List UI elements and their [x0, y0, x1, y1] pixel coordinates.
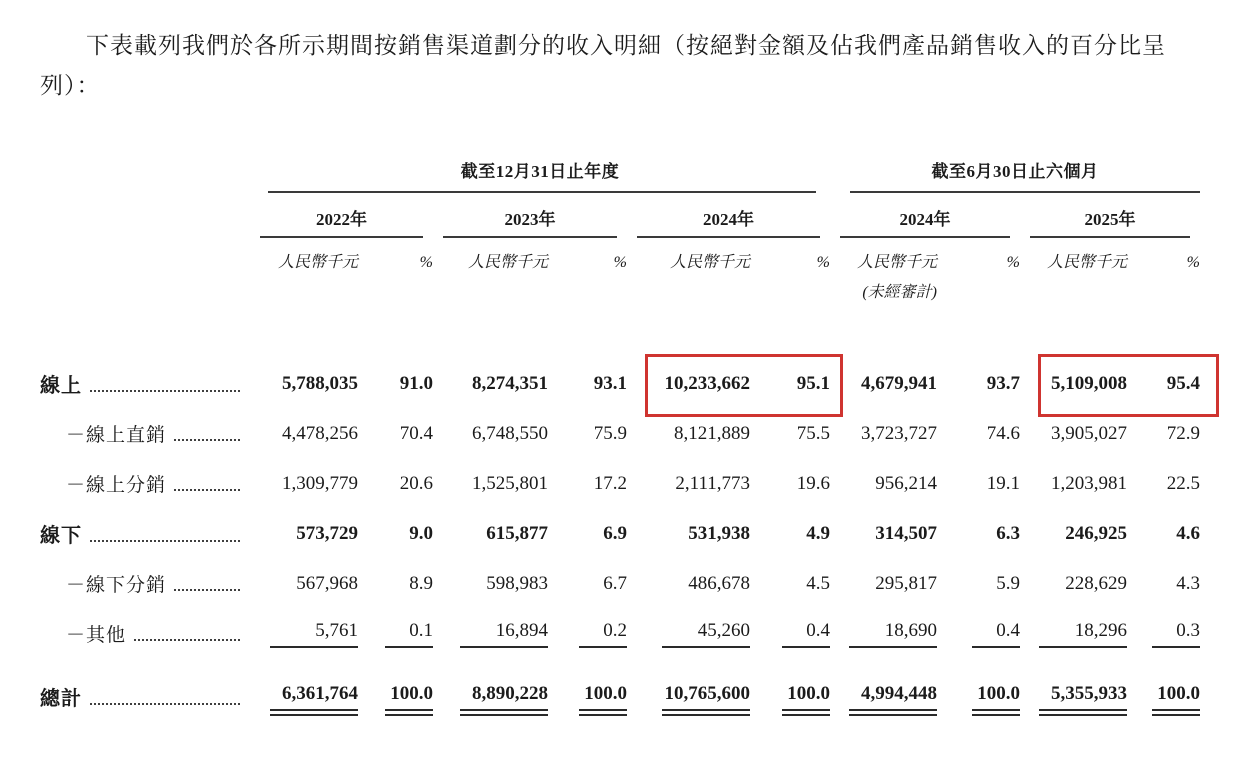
amount-cell: 8,274,351 [472, 372, 548, 394]
percent-cell: 6.9 [603, 522, 627, 544]
amount-cell: 5,788,035 [282, 372, 358, 394]
unit-header-amount: 人民幣千元 [856, 254, 937, 272]
percent-cell: 19.6 [796, 472, 830, 494]
percent-cell: 20.6 [399, 472, 433, 494]
amount-cell: 6,748,550 [472, 422, 548, 444]
year-header-2022: 2022年 [250, 197, 433, 238]
table-row-online [40, 359, 1200, 409]
percent-cell: 0.4 [782, 620, 830, 648]
percent-cell: 9.0 [409, 522, 433, 544]
row-label: －其他 [66, 625, 127, 647]
row-label: 線下 [40, 525, 82, 548]
amount-cell: 246,925 [1065, 522, 1127, 544]
percent-cell: 6.7 [603, 572, 627, 594]
unit-header-amount: 人民幣千元 [1046, 254, 1127, 272]
table-group-header-row [40, 157, 1200, 193]
amount-cell: 8,890,228 [460, 683, 548, 711]
percent-cell: 95.1 [796, 372, 830, 394]
percent-cell: 93.1 [593, 372, 627, 394]
percent-cell: 4.6 [1176, 522, 1200, 544]
amount-cell: 4,478,256 [282, 422, 358, 444]
percent-cell: 100.0 [579, 683, 627, 711]
amount-cell: 18,690 [849, 620, 937, 648]
amount-cell: 10,765,600 [662, 683, 750, 711]
percent-cell: 0.4 [972, 620, 1020, 648]
amount-cell: 1,525,801 [472, 472, 548, 494]
unit-header-amount: 人民幣千元 [467, 254, 548, 272]
leader-dots [174, 489, 240, 491]
unit-header-percent: % [1186, 254, 1200, 272]
percent-cell: 100.0 [1152, 683, 1200, 711]
leader-dots [90, 540, 240, 542]
row-label: 總計 [40, 688, 82, 711]
table-row-online-direct [40, 409, 1200, 459]
percent-cell: 93.7 [986, 372, 1020, 394]
amount-cell: 486,678 [688, 572, 750, 594]
amount-cell: 956,214 [875, 472, 937, 494]
group-header-interim-rule [850, 191, 1200, 193]
unit-header-percent: % [419, 254, 433, 272]
intro-paragraph: 下表載列我們於各所示期間按銷售渠道劃分的收入明細（按絕對金額及佔我們產品銷售收入的百分比呈列）： [40, 33, 1166, 98]
leader-dots [90, 390, 240, 392]
amount-cell: 295,817 [875, 572, 937, 594]
percent-cell: 5.9 [996, 572, 1020, 594]
table-row-offline [40, 509, 1200, 559]
amount-cell: 228,629 [1065, 572, 1127, 594]
percent-cell: 100.0 [972, 683, 1020, 711]
header-spacer [40, 197, 250, 238]
amount-cell: 5,109,008 [1051, 372, 1127, 394]
amount-cell: 18,296 [1039, 620, 1127, 648]
amount-cell: 1,309,779 [282, 472, 358, 494]
amount-cell: 1,203,981 [1051, 472, 1127, 494]
amount-cell: 5,761 [270, 620, 358, 648]
unit-header-percent: % [613, 254, 627, 272]
percent-cell: 100.0 [782, 683, 830, 711]
percent-cell: 95.4 [1166, 372, 1200, 394]
leader-dots [174, 439, 240, 441]
row-label: －線下分銷 [66, 575, 167, 597]
percent-cell: 75.5 [796, 422, 830, 444]
percent-cell: 0.2 [579, 620, 627, 648]
amount-cell: 10,233,662 [664, 372, 750, 394]
group-header-annual-rule [268, 191, 816, 193]
percent-cell: 22.5 [1166, 472, 1200, 494]
amount-cell: 615,877 [486, 522, 548, 544]
unit-header-amount-unaudited [830, 248, 937, 309]
table-unit-header-row [40, 248, 1200, 309]
year-header-2023: 2023年 [433, 197, 627, 238]
amount-cell: 567,968 [296, 572, 358, 594]
row-label: －線上分銷 [66, 475, 167, 497]
percent-cell: 4.9 [806, 522, 830, 544]
amount-cell: 4,679,941 [861, 372, 937, 394]
amount-cell: 314,507 [875, 522, 937, 544]
amount-cell: 8,121,889 [674, 422, 750, 444]
amount-cell: 531,938 [688, 522, 750, 544]
amount-cell: 3,723,727 [861, 422, 937, 444]
leader-dots [134, 639, 240, 641]
unit-header-amount: 人民幣千元 [277, 254, 358, 272]
group-header-annual-label: 截至12月31日止年度 [460, 162, 620, 182]
amount-cell: 6,361,764 [270, 683, 358, 711]
leader-dots [174, 589, 240, 591]
table-row-total [40, 671, 1200, 723]
percent-cell: 70.4 [399, 422, 433, 444]
amount-cell: 5,355,933 [1039, 683, 1127, 711]
percent-cell: 19.1 [986, 472, 1020, 494]
header-spacer [40, 248, 250, 309]
percent-cell: 17.2 [593, 472, 627, 494]
amount-cell: 598,983 [486, 572, 548, 594]
percent-cell: 100.0 [385, 683, 433, 711]
percent-cell: 6.3 [996, 522, 1020, 544]
table-row-offline-distribution [40, 559, 1200, 609]
table-row-others [40, 609, 1200, 659]
percent-cell: 0.3 [1152, 620, 1200, 648]
percent-cell: 8.9 [409, 572, 433, 594]
amount-cell: 2,111,773 [675, 472, 750, 494]
revenue-by-channel-table [40, 157, 1200, 723]
year-header-rule [840, 236, 1010, 238]
year-header-2024-interim: 2024年 [830, 197, 1020, 238]
group-header-annual [250, 157, 830, 193]
table-row-online-distribution [40, 459, 1200, 509]
percent-cell: 75.9 [593, 422, 627, 444]
group-header-interim [830, 157, 1200, 193]
percent-cell: 72.9 [1166, 422, 1200, 444]
amount-cell: 573,729 [296, 522, 358, 544]
table-year-header-row [40, 197, 1200, 238]
percent-cell: 74.6 [986, 422, 1020, 444]
row-label: 線上 [40, 375, 82, 398]
unit-header-amount: 人民幣千元 [669, 254, 750, 272]
header-spacer [40, 157, 250, 193]
percent-cell: 91.0 [399, 372, 433, 394]
year-header-rule [443, 236, 617, 238]
amount-cell: 4,994,448 [849, 683, 937, 711]
percent-cell: 4.5 [806, 572, 830, 594]
percent-cell: 0.1 [385, 620, 433, 648]
year-header-rule [260, 236, 423, 238]
amount-cell: 16,894 [460, 620, 548, 648]
year-header-2025-interim: 2025年 [1020, 197, 1200, 238]
unit-header-percent: % [816, 254, 830, 272]
group-header-interim-label: 截至6月30日止六個月 [931, 162, 1099, 182]
year-header-2024: 2024年 [627, 197, 830, 238]
amount-cell: 45,260 [662, 620, 750, 648]
row-label: －線上直銷 [66, 425, 167, 447]
year-header-rule [1030, 236, 1190, 238]
unit-header-percent: % [1006, 254, 1020, 272]
percent-cell: 4.3 [1176, 572, 1200, 594]
amount-cell: 3,905,027 [1051, 422, 1127, 444]
leader-dots [90, 703, 240, 705]
unaudited-note: (未經審計) [862, 284, 937, 302]
year-header-rule [637, 236, 820, 238]
